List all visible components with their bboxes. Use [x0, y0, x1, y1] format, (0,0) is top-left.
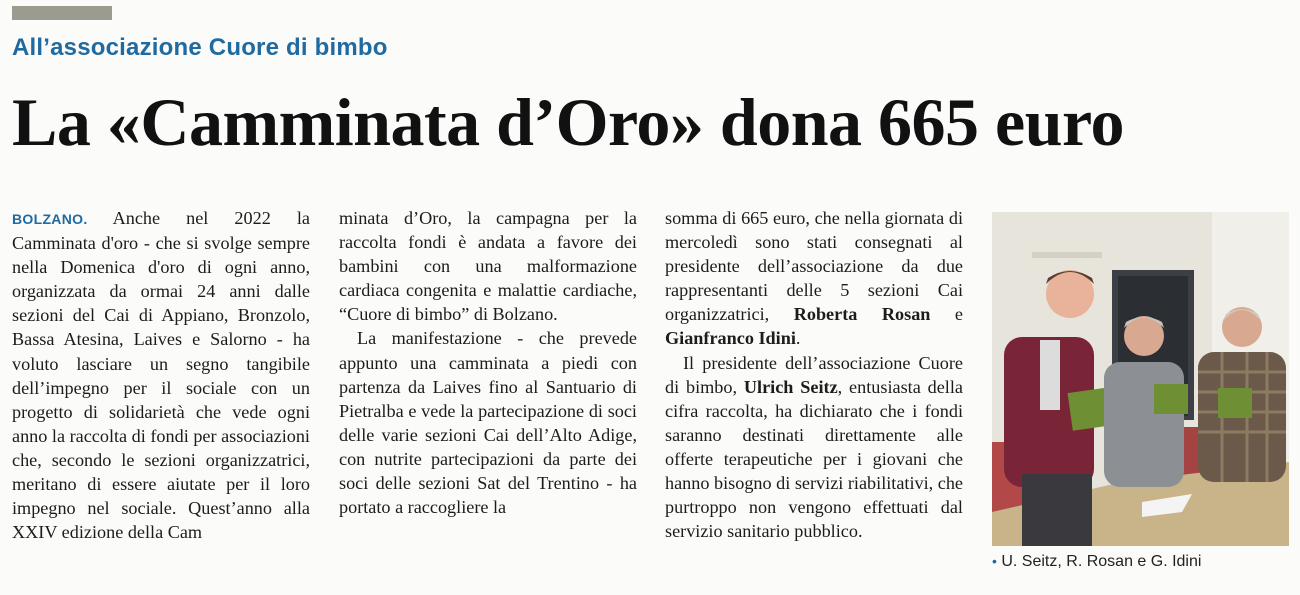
name-seitz: Ulrich Seitz	[743, 376, 838, 397]
paragraph-3-text-a: Il presidente dell’associazione Cuore di bimbo,	[665, 352, 963, 397]
photo-caption	[992, 553, 1201, 571]
name-rosan: Roberta Rosan	[793, 304, 931, 325]
bullet-icon: •	[992, 553, 997, 569]
section-kicker: All’associazione Cuore di bimbo	[12, 34, 388, 61]
section-color-bar	[12, 6, 112, 20]
paragraph-3-text-b: , entusiasta della cifra raccolta, ha dichiarato che i fondi saranno destinati direttamente alle offerte terapeutiche per i giovani che hanno bisogno di servizi riabilitativi, che purtroppo non vengono effettuati dal servizio sanitario pubblico.	[665, 376, 964, 542]
article-photo	[992, 212, 1289, 546]
caption-text: U. Seitz, R. Rosan e G. Idini	[1001, 553, 1202, 570]
paragraph-2-continued-text: somma di 665 euro, che nella giornata di mercoledì sono stati consegnati al presidente dell’associazione da due rappresentanti delle 5 sezioni Cai organizzatrici,	[665, 208, 963, 325]
conjunction: e	[930, 304, 964, 325]
paragraph-3	[665, 351, 963, 544]
paragraph-1	[12, 206, 310, 544]
period: .	[795, 328, 801, 349]
article-column-3	[665, 206, 963, 543]
paragraph-1-text: Anche nel 2022 la Camminata d'oro - che si svolge sempre nella Domenica d'oro di ogni anno, organizzata da ormai 24 anni dalle sezioni del Cai di Appiano, Bronzolo, Bassa Atesina, Laives e Salorno - ha voluto lasciare un segno tangibile dell’impegno per il sociale con un progetto di solidarietà che vede ogni anno la raccolta di fondi per associazioni che, secondo le sezioni organizzatrici, meritano di essere aiutate per il loro impegno nel sociale. Quest’anno alla XXIV edizione della Cam	[12, 208, 310, 543]
article-column-2	[339, 206, 637, 519]
paragraph-2: La manifestazione - che prevede appunto una camminata a piedi con partenza da Laives fino al Santuario di Pietralba e vede la partecipazione di soci delle varie sezioni Cai dell’Alto Adige, con nutrite partecipazioni da parte dei soci delle sezioni Sat del Trentino - ha portato a raccogliere la	[339, 328, 637, 518]
photo-illustration	[992, 212, 1289, 546]
paragraph-1-continued: minata d’Oro, la campagna per la raccolta fondi è andata a favore dei bambini con una malformazione cardiaca congenita e malattie cardiache, “Cuore di bimbo” di Bolzano.	[339, 208, 637, 325]
paragraph-2-continued	[665, 206, 963, 351]
headline: La «Camminata d’Oro» dona 665 euro	[12, 84, 1125, 160]
name-idini: Gianfranco Idini	[665, 328, 796, 349]
dateline: BOLZANO.	[12, 211, 88, 227]
article-column-1	[12, 206, 310, 544]
